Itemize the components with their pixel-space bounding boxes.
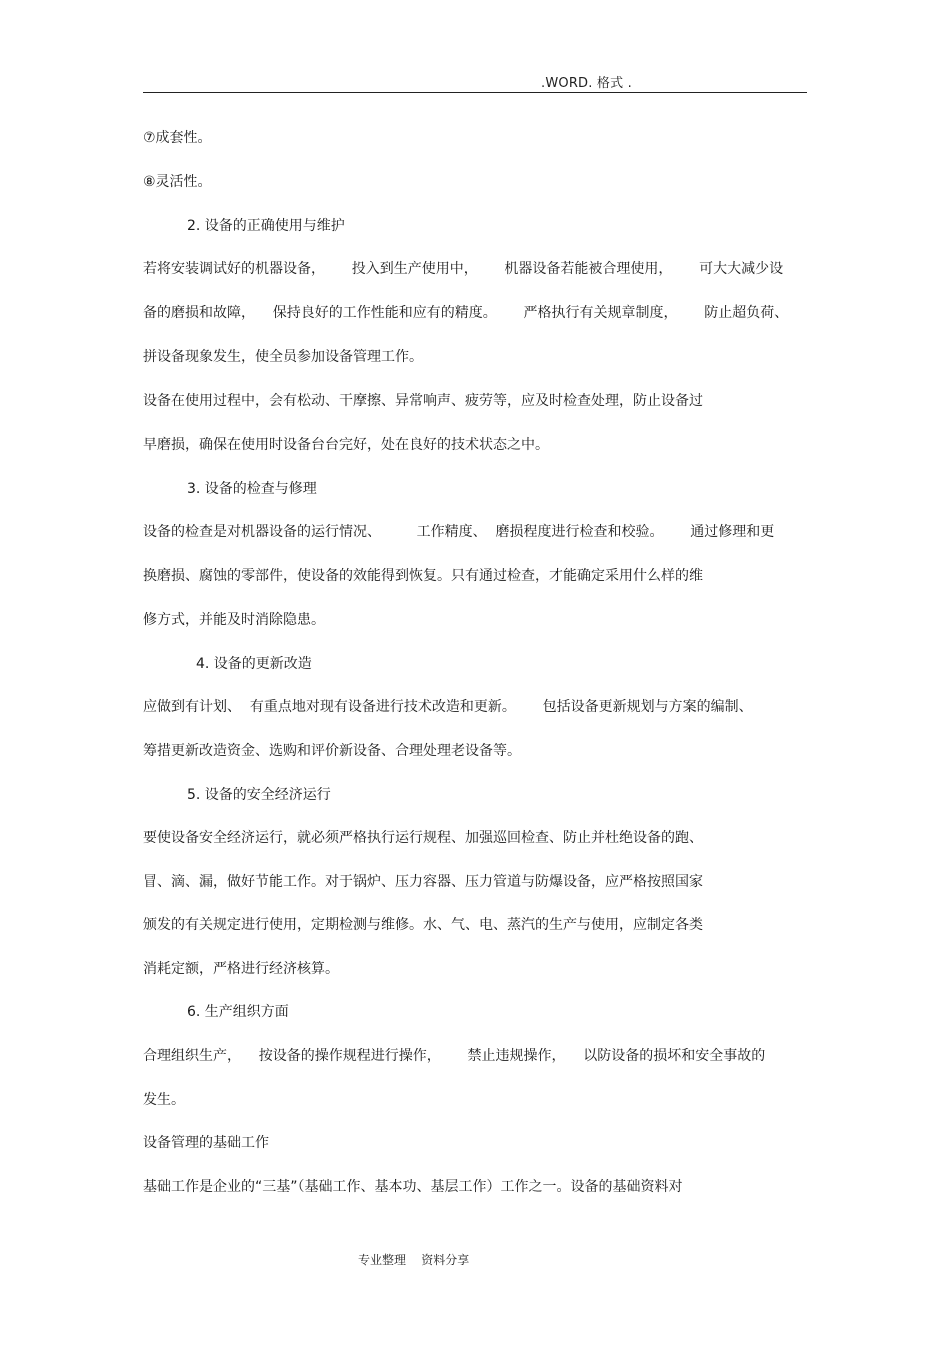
paragraph-line: 冒、滴、漏，做好节能工作。对于锅炉、压力容器、压力管道与防爆设备，应严格按照国家	[143, 874, 703, 890]
paragraph-line: 应做到有计划、 有重点地对现有设备进行技术改造和更新。 包括设备更新规划与方案的编制、	[143, 699, 753, 715]
paragraph-line: 早磨损，确保在使用时设备台台完好，处在良好的技术状态之中。	[143, 437, 549, 453]
list-item: ⑧灵活性。	[143, 174, 212, 190]
paragraph-line: 消耗定额，严格进行经济核算。	[143, 961, 339, 977]
paragraph-line: 颁发的有关规定进行使用，定期检测与维修。水、气、电、蒸汽的生产与使用，应制定各类	[143, 917, 703, 933]
section-heading: 5. 设备的安全经济运行	[187, 787, 331, 803]
page-header	[143, 70, 807, 93]
paragraph-line: 合理组织生产， 按设备的操作规程进行操作， 禁止违规操作， 以防设备的损坏和安全事故的	[143, 1048, 766, 1064]
paragraph-line: 换磨损、腐蚀的零部件，使设备的效能得到恢复。只有通过检查，才能确定采用什么样的维	[143, 568, 703, 584]
paragraph-line: 设备在使用过程中，会有松动、干摩擦、异常响声、疲劳等，应及时检查处理，防止设备过	[143, 393, 703, 409]
section-heading: 2. 设备的正确使用与维护	[187, 218, 345, 234]
paragraph-line: 拼设备现象发生，使全员参加设备管理工作。	[143, 349, 423, 365]
section-heading: 3. 设备的检查与修理	[187, 481, 317, 497]
paragraph-line: 要使设备安全经济运行，就必须严格执行运行规程、加强巡回检查、防止并杜绝设备的跑、	[143, 830, 703, 846]
paragraph-line: 设备的检查是对机器设备的运行情况、 工作精度、 磨损程度进行检查和校验。 通过修理和更	[143, 524, 775, 540]
paragraph-line: 修方式，并能及时消除隐患。	[143, 612, 325, 628]
section-title: 设备管理的基础工作	[143, 1135, 269, 1151]
list-item: ⑦成套性。	[143, 130, 212, 146]
paragraph-line: 若将安装调试好的机器设备， 投入到生产使用中， 机器设备若能被合理使用， 可大大减少设	[143, 261, 784, 277]
page-footer: 专业整理 资料分享	[358, 1253, 470, 1267]
paragraph-line: 发生。	[143, 1092, 185, 1108]
header-text: .WORD. 格式 .	[541, 76, 632, 91]
section-heading: 4. 设备的更新改造	[196, 656, 312, 672]
section-heading: 6. 生产组织方面	[187, 1004, 289, 1020]
paragraph-line: 筹措更新改造资金、选购和评价新设备、合理处理老设备等。	[143, 743, 521, 759]
paragraph-line: 基础工作是企业的“三基”（基础工作、基本功、基层工作）工作之一。设备的基础资料对	[143, 1179, 683, 1195]
paragraph-line: 备的磨损和故障， 保持良好的工作性能和应有的精度。 严格执行有关规章制度， 防止超负荷、	[143, 305, 789, 321]
